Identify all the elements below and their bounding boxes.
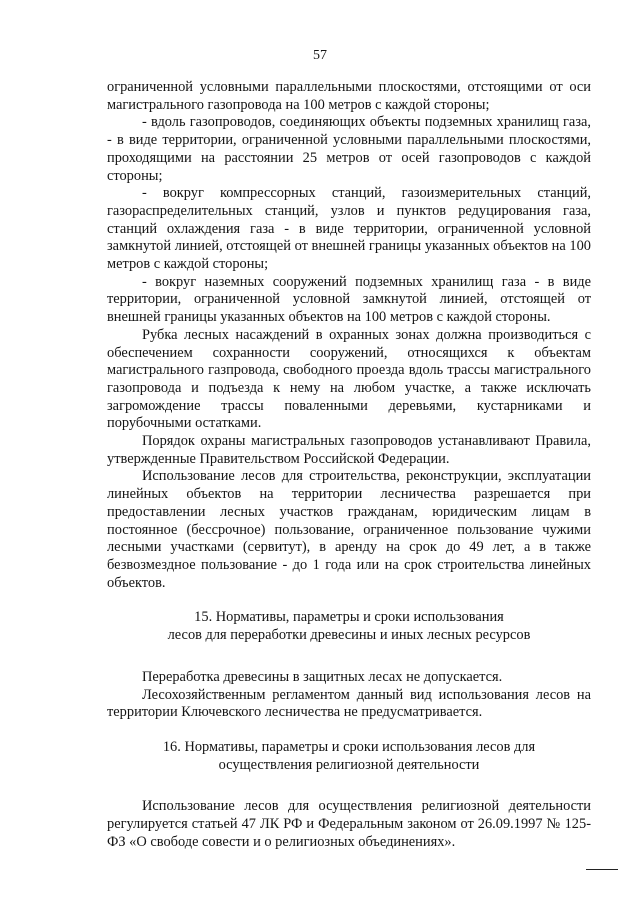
document-body: [107, 79, 591, 851]
paragraph: ограниченной условными параллельными плоскостями, отстоящими от оси магистрального газопровода на 100 метров с каждой стороны;: [107, 79, 591, 113]
page-number: 57: [313, 48, 327, 63]
paragraph: Использование лесов для осуществления религиозной деятельности регулируется статьей 47 ЛК РФ и Федеральным законом от 26.09.1997 № 125-ФЗ «О свободе совести и о религиозных объединениях».: [107, 798, 591, 850]
paragraph: Порядок охраны магистральных газопроводов устанавливают Правила, утвержденные Правительством Российской Федерации.: [107, 433, 591, 467]
paragraph: Использование лесов для строительства, реконструкции, эксплуатации линейных объектов на территории лесничества разрешается при предоставлении лесных участков гражданам, юридическим лицам в постоянное (бессрочное) пользование, ограниченное пользование чужими лесными участками (сервитут), в аренду на срок до 49 лет, а в также безвозмездное пользование - до 1 года или на срок строительства линейных объектов.: [107, 468, 591, 591]
section-15-heading-line-2: лесов для переработки древесины и иных лесных ресурсов: [167, 627, 531, 644]
paragraph: Рубка лесных насаждений в охранных зонах должна производиться с обеспечением сохранности сооружений, относящихся к объектам магистрального газпровода, свободного проезда вдоль трассы магистрального газопровода и подъезда к нему на любом участке, а также исключать загромождение трассы поваленными деревьями, кустарниками и порубочными остатками.: [107, 326, 591, 432]
paragraph: Переработка древесины в защитных лесах не допускается.: [142, 668, 503, 685]
section-16-heading-line-1: 16. Нормативы, параметры и сроки использования лесов для: [162, 738, 536, 755]
list-item: - вокруг наземных сооружений подземных хранилищ газа - в виде территории, ограниченной условной замкнутой линией, отстоящей от внешней границы указанных объектов на 100 метров с каждой стороны.: [107, 273, 591, 326]
list-item: - вдоль газопроводов, соединяющих объекты подземных хранилищ газа, - в виде территории, ограниченной условными параллельными плоскостями, проходящими на расстоянии 25 метров от осей газопроводов с каждой стороны;: [107, 114, 591, 184]
section-15-heading-line-1: 15. Нормативы, параметры и сроки использования: [194, 609, 504, 626]
footer-rule: [586, 869, 618, 870]
section-16-heading-line-2: осуществления религиозной деятельности: [218, 756, 480, 773]
list-item: - вокруг компрессорных станций, газоизмерительных станций, газораспределительных станций, узлов и пунктов редуцирования газа, станций охлаждения газа - в виде территории, ограниченной условной замкнутой линией, отстоящей от внешней границы указанных объектов на 100 метров с каждой стороны;: [107, 185, 591, 273]
paragraph: Лесохозяйственным регламентом данный вид использования лесов на территории Ключевского лесничества не предусматривается.: [107, 686, 591, 721]
